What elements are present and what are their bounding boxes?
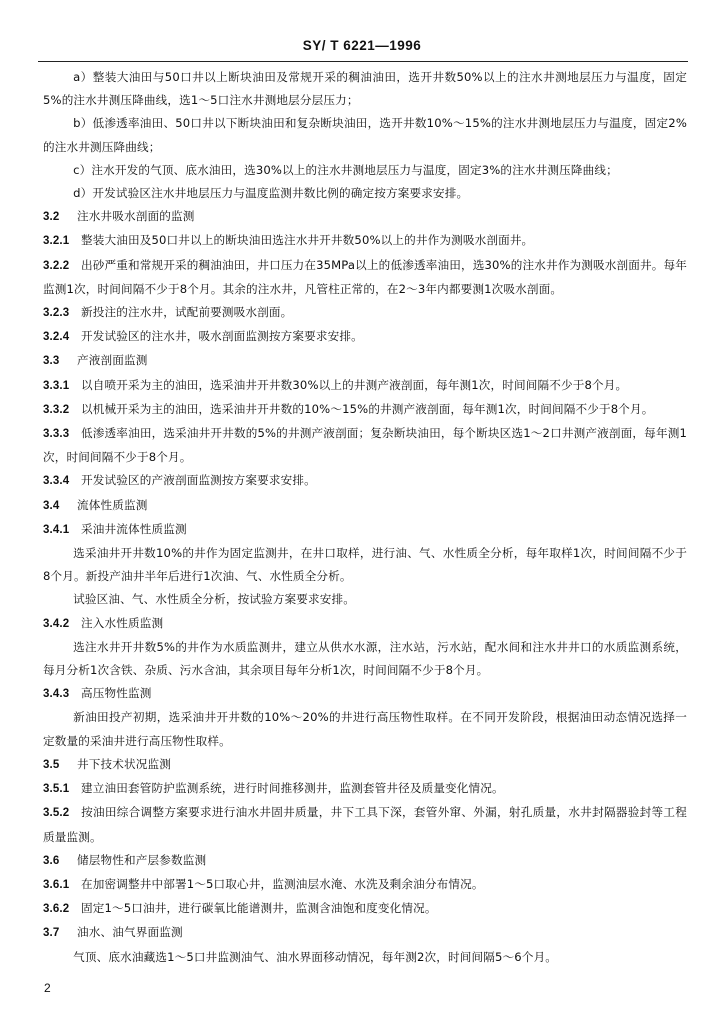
section-3-2-1: 3.2.1 整装大油田及50口井以上的断块油田选注水井开井数50%以上的井作为测吸水剖面井。	[43, 233, 534, 248]
paragraph-a: a）整装大油田与50口井以上断块油田及常规开采的稠油油田，选开井数50%以上的注水井测地层压力与温度，固定5%的注水井测压降曲线，选1～5口注水井测地层分层压力；	[43, 70, 687, 108]
section-3-7: 3.7 油水、油气界面监测	[43, 925, 183, 940]
section-3-4-3: 3.4.3 高压物性监测	[43, 686, 152, 701]
paragraph-c: c）注水开发的气顶、底水油田，选30%以上的注水井测地层压力与温度，固定3%的注水井测压降曲线；	[73, 162, 618, 177]
section-3-4-3-body: 新油田投产初期，选采油井开井数的10%～20%的井进行高压物性取样。在不同开发阶段，根据油田动态情况选择一定数量的采油井进行高压物性取样。	[43, 710, 687, 748]
section-3-3-1: 3.3.1 以自喷开采为主的油田，选采油井开井数30%以上的井测产液剖面，每年测1次，时间间隔不少于8个月。	[43, 377, 628, 392]
section-3-3-2: 3.3.2 以机械开采为主的油田，选采油井开井数的10%～15%的井测产液剖面，每年测1次，时间间隔不少于8个月。	[43, 401, 654, 416]
section-3-6: 3.6 储层物性和产层参数监测	[43, 852, 207, 867]
section-3-5-1: 3.5.1 建立油田套管防护监测系统，进行时间推移测井，监测套管井径及质量变化情况。	[43, 781, 504, 796]
section-3-3-3: 3.3.3 低渗透率油田，选采油井开井数的5%的井测产液剖面；复杂断块油田，每个断块区选1～2口井测产液剖面，每年测1次，时间间隔不少于8个月。	[43, 426, 687, 465]
paragraph-d: d）开发试验区注水井地层压力与温度监测井数比例的确定按方案要求安排。	[73, 186, 469, 201]
header-rule	[38, 61, 688, 62]
section-3-7-body: 气顶、底水油藏选1～5口井监测油气、油水界面移动情况，每年测2次，时间间隔5～6个月。	[73, 949, 558, 964]
document-body	[43, 66, 687, 969]
section-3-4-2-body: 选注水井开井数5%的井作为水质监测井，建立从供水水源，注水站，污水站，配水间和注水井井口的水质监测系统，每月分析1次含铁、杂质、污水含油，其余项目每年分析1次，时间间隔不少于8个月。	[43, 639, 687, 678]
section-3-3: 3.3 产液剖面监测	[43, 353, 148, 368]
paragraph-b: b）低渗透率油田、50口井以下断块油田和复杂断块油田，选开井数10%～15%的注水井测地层压力与温度，固定2%的注水井测压降曲线；	[43, 116, 687, 154]
section-3-5-2: 3.5.2 按油田综合调整方案要求进行油水井固井质量，井下工具下深，套管外窜、外漏，射孔质量，水井封隔器验封等工程质量监测。	[43, 805, 687, 844]
section-3-6-1: 3.6.1 在加密调整井中部署1～5口取心井，监测油层水淹、水洗及剩余油分布情况。	[43, 876, 484, 891]
section-3-2-3: 3.2.3 新投注的注水井，试配前要测吸水剖面。	[43, 305, 293, 320]
standard-code-header: SY/ T 6221—1996	[302, 38, 422, 53]
section-3-4-1: 3.4.1 采油井流体性质监测	[43, 521, 187, 536]
section-3-2: 3.2 注水井吸水剖面的监测	[43, 209, 195, 224]
section-3-2-4: 3.2.4 开发试验区的注水井，吸水剖面监测按方案要求安排。	[43, 329, 363, 344]
section-3-5: 3.5 井下技术状况监测	[43, 756, 171, 771]
section-3-4-1-body-1: 选采油井开井数10%的井作为固定监测井，在井口取样，进行油、气、水性质全分析，每年取样1次，时间间隔不少于8个月。新投产油井半年后进行1次油、气、水性质全分析。	[43, 546, 687, 584]
section-3-4-1-body-2: 试验区油、气、水性质全分析，按试验方案要求安排。	[73, 592, 356, 607]
section-3-2-2: 3.2.2 出砂严重和常规开采的稠油油田，井口压力在35MPa以上的低渗透率油田，选30%的注水井作为测吸水剖面井。每年监测1次，时间间隔不少于8个月。其余的注水井，凡管柱正常的，在2～3年内都要测1次吸水剖面。	[43, 257, 687, 296]
section-3-4: 3.4 流体性质监测	[43, 497, 148, 512]
section-3-6-2: 3.6.2 固定1～5口油井，进行碳氧比能谱测井，监测含油饱和度变化情况。	[43, 901, 437, 916]
section-3-4-2: 3.4.2 注入水性质监测	[43, 615, 164, 630]
page-number: 2	[44, 981, 51, 995]
section-3-3-4: 3.3.4 开发试验区的产液剖面监测按方案要求安排。	[43, 473, 316, 488]
